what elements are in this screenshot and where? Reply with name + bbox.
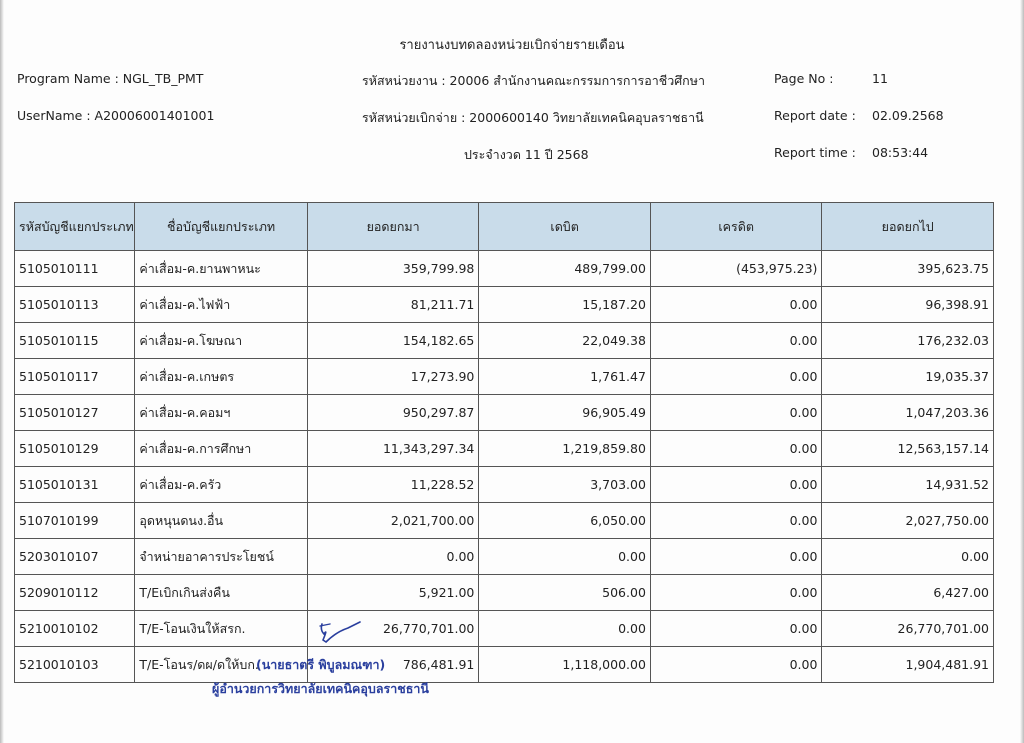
cell-account-code: 5210010102 <box>15 611 135 647</box>
table-row <box>15 647 994 683</box>
cell-opening-balance: 2,021,700.00 <box>307 503 479 539</box>
cell-closing-balance: 395,623.75 <box>822 251 994 287</box>
cell-debit: 3,703.00 <box>479 467 651 503</box>
cell-opening-balance: 154,182.65 <box>307 323 479 359</box>
cell-opening-balance: 17,273.90 <box>307 359 479 395</box>
cell-account-code: 5105010131 <box>15 467 135 503</box>
cell-account-name: จำหน่ายอาคารประโยชน์ <box>135 539 308 575</box>
cell-opening-balance: 11,228.52 <box>307 467 479 503</box>
cell-closing-balance: 19,035.37 <box>822 359 994 395</box>
cell-account-name: ค่าเสื่อม-ค.คอมฯ <box>135 395 308 431</box>
trial-balance-table <box>14 202 994 683</box>
cell-credit: 0.00 <box>650 323 822 359</box>
cell-closing-balance: 0.00 <box>822 539 994 575</box>
cell-closing-balance: 12,563,157.14 <box>822 431 994 467</box>
cell-debit: 506.00 <box>479 575 651 611</box>
cell-debit: 1,219,859.80 <box>479 431 651 467</box>
cell-closing-balance: 14,931.52 <box>822 467 994 503</box>
cell-account-name: ค่าเสื่อม-ค.ยานพาหนะ <box>135 251 308 287</box>
cell-closing-balance: 96,398.91 <box>822 287 994 323</box>
scan-edge-left <box>0 0 4 743</box>
cell-opening-balance: 5,921.00 <box>307 575 479 611</box>
cell-credit: 0.00 <box>650 395 822 431</box>
table-row <box>15 503 994 539</box>
cell-account-code: 5203010107 <box>15 539 135 575</box>
report-date-label: Report date : <box>774 108 856 123</box>
header-opening-balance: ยอดยกมา <box>307 203 479 251</box>
page-label: Page No : <box>774 71 834 86</box>
table-row <box>15 611 994 647</box>
cell-account-name: T/Eเบิกเกินส่งคืน <box>135 575 308 611</box>
cell-opening-balance: 26,770,701.00 <box>307 611 479 647</box>
cell-account-name: ค่าเสื่อม-ค.การศึกษา <box>135 431 308 467</box>
cell-debit: 0.00 <box>479 539 651 575</box>
cell-debit: 6,050.00 <box>479 503 651 539</box>
cell-debit: 22,049.38 <box>479 323 651 359</box>
cell-account-name: T/E-โอนเงินให้สรก. <box>135 611 308 647</box>
cell-credit: 0.00 <box>650 359 822 395</box>
cell-debit: 1,118,000.00 <box>479 647 651 683</box>
cell-closing-balance: 1,047,203.36 <box>822 395 994 431</box>
table-row <box>15 395 994 431</box>
header-account-code: รหัสบัญชีแยกประเภท <box>15 203 135 251</box>
cell-credit: 0.00 <box>650 431 822 467</box>
cell-credit: 0.00 <box>650 575 822 611</box>
user-name: UserName : A20006001401001 <box>17 108 215 123</box>
cell-opening-balance: 11,343,297.34 <box>307 431 479 467</box>
cell-opening-balance: 0.00 <box>307 539 479 575</box>
scan-edge-right <box>1020 0 1024 743</box>
cell-account-code: 5105010117 <box>15 359 135 395</box>
report-period: ประจำงวด 11 ปี 2568 <box>464 147 589 162</box>
cell-account-name: T/E-โอนร/ดผ/ดให้บก. <box>135 647 308 683</box>
signatory-title: ผู้อำนวยการวิทยาลัยเทคนิคอุบลราชธานี <box>212 681 429 696</box>
cell-credit: (453,975.23) <box>650 251 822 287</box>
program-name: Program Name : NGL_TB_PMT <box>17 71 204 86</box>
cell-credit: 0.00 <box>650 611 822 647</box>
cell-account-name: ค่าเสื่อม-ค.โฆษณา <box>135 323 308 359</box>
table-row <box>15 539 994 575</box>
table-header-row <box>15 203 994 251</box>
table-row <box>15 359 994 395</box>
cell-opening-balance: 950,297.87 <box>307 395 479 431</box>
cell-account-code: 5105010115 <box>15 323 135 359</box>
header-closing-balance: ยอดยกไป <box>822 203 994 251</box>
report-title: รายงานงบทดลองหน่วยเบิกจ่ายรายเดือน <box>399 38 625 53</box>
agency-code: รหัสหน่วยงาน : 20006 สำนักงานคณะกรรมการการอาชีวศึกษา <box>362 73 706 88</box>
cell-credit: 0.00 <box>650 503 822 539</box>
cell-credit: 0.00 <box>650 539 822 575</box>
cell-debit: 489,799.00 <box>479 251 651 287</box>
cell-closing-balance: 176,232.03 <box>822 323 994 359</box>
table-row <box>15 323 994 359</box>
table-row <box>15 431 994 467</box>
report-time: 08:53:44 <box>872 145 929 160</box>
cell-closing-balance: 6,427.00 <box>822 575 994 611</box>
cell-opening-balance: 786,481.91 <box>307 647 479 683</box>
cell-account-code: 5105010129 <box>15 431 135 467</box>
cell-debit: 1,761.47 <box>479 359 651 395</box>
header-debit: เดบิต <box>479 203 651 251</box>
cell-debit: 15,187.20 <box>479 287 651 323</box>
cell-account-code: 5105010111 <box>15 251 135 287</box>
table-row <box>15 287 994 323</box>
cell-account-code: 5107010199 <box>15 503 135 539</box>
cell-credit: 0.00 <box>650 647 822 683</box>
cell-opening-balance: 359,799.98 <box>307 251 479 287</box>
cell-debit: 0.00 <box>479 611 651 647</box>
header-account-name: ชื่อบัญชีแยกประเภท <box>135 203 308 251</box>
cell-opening-balance: 81,211.71 <box>307 287 479 323</box>
cell-closing-balance: 26,770,701.00 <box>822 611 994 647</box>
table-row <box>15 467 994 503</box>
page-number: 11 <box>872 71 888 86</box>
cell-account-code: 5210010103 <box>15 647 135 683</box>
signature-mark <box>318 620 362 646</box>
table-row <box>15 251 994 287</box>
cell-account-code: 5209010112 <box>15 575 135 611</box>
cell-account-code: 5105010113 <box>15 287 135 323</box>
cell-closing-balance: 2,027,750.00 <box>822 503 994 539</box>
cell-account-name: อุดหนุนดนง.อื่น <box>135 503 308 539</box>
signatory-name: (นายธาตรี พิบูลมณฑา) <box>256 657 386 672</box>
cell-account-name: ค่าเสื่อม-ค.ครัว <box>135 467 308 503</box>
report-time-label: Report time : <box>774 145 856 160</box>
cell-account-name: ค่าเสื่อม-ค.เกษตร <box>135 359 308 395</box>
cell-account-name: ค่าเสื่อม-ค.ไฟฟ้า <box>135 287 308 323</box>
table-row <box>15 575 994 611</box>
cell-account-code: 5105010127 <box>15 395 135 431</box>
cell-closing-balance: 1,904,481.91 <box>822 647 994 683</box>
cell-credit: 0.00 <box>650 287 822 323</box>
disbursing-unit: รหัสหน่วยเบิกจ่าย : 2000600140 วิทยาลัยเทคนิคอุบลราชธานี <box>362 110 704 125</box>
header-credit: เครดิต <box>650 203 822 251</box>
report-date: 02.09.2568 <box>872 108 944 123</box>
cell-credit: 0.00 <box>650 467 822 503</box>
cell-debit: 96,905.49 <box>479 395 651 431</box>
